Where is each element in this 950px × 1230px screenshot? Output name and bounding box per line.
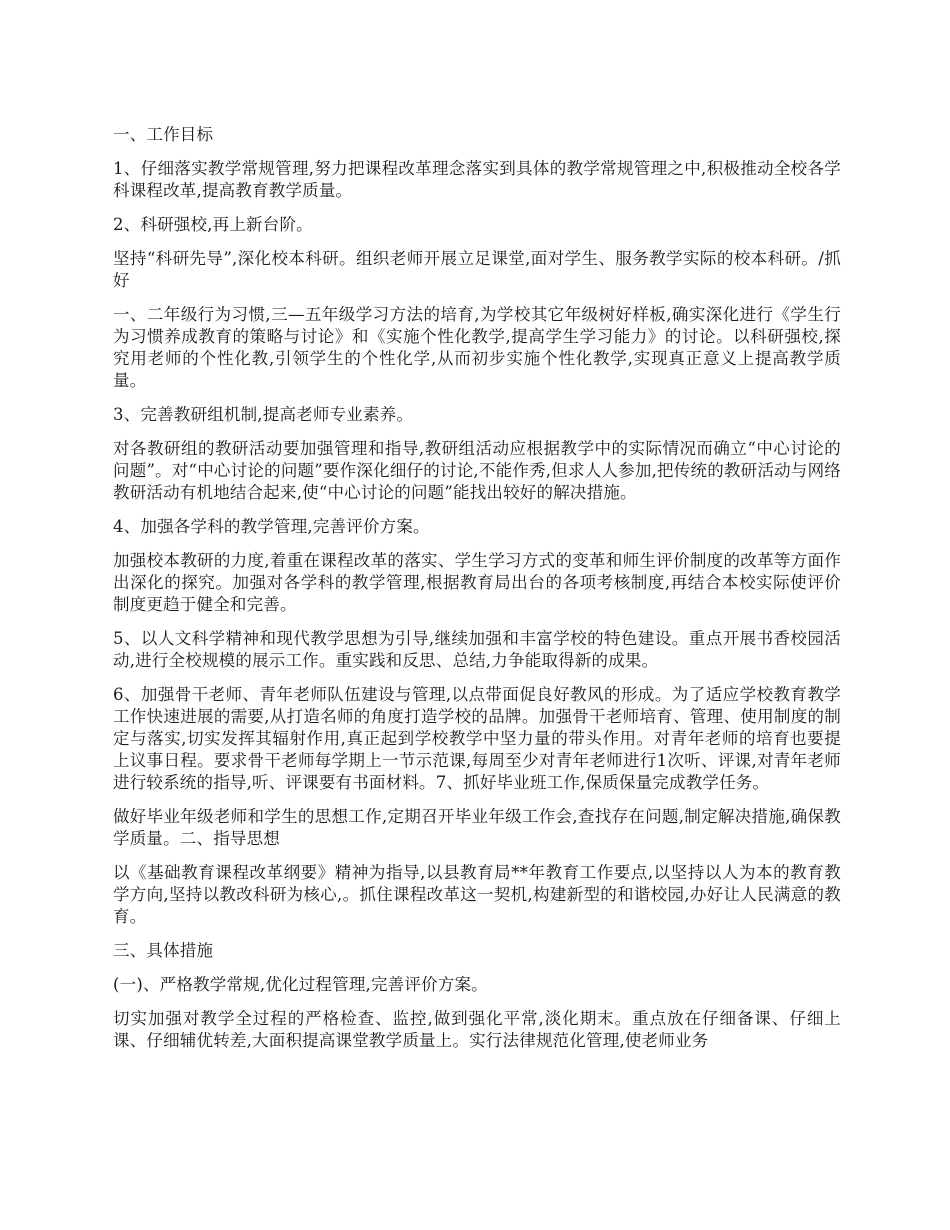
paragraph-habits: 一、二年级行为习惯,三—五年级学习方法的培育,为学校其它年级树好样板,确实深化进行《学生行为习惯养成教育的策略与讨论》和《实施个性化教学,提高学生学习能力》的讨论。以科研强校,探究用老师的个性化教,引领学生的个性化学,从而初步实施个性化教学,实现真正意义上提高教学质量。 — [113, 305, 841, 390]
paragraph-inspection: 切实加强对教学全过程的严格检查、监控,做到强化平常,淡化期末。重点放在仔细备课、仔细上课、仔细辅优转差,大面积提高课堂教学质量上。实行法律规范化管理,使老师业务 — [113, 1009, 841, 1050]
paragraph-evaluation: 加强校本教研的力度,着重在课程改革的落实、学生学习方式的变革和师生评价制度的改革等方面作出深化的探究。加强对各学科的教学管理,根据教育局出台的各项考核制度,再结合本校实际使评价制度更趋于健全和完善。 — [113, 551, 841, 614]
heading-measure-1: (一)、严格教学常规,优化过程管理,完善评价方案。 — [113, 975, 488, 994]
document-body — [113, 124, 841, 1064]
paragraph-goal-3: 3、完善教研组机制,提高老师专业素养。 — [113, 405, 414, 424]
paragraph-teaching-groups: 对各教研组的教研活动要加强管理和指导,教研组活动应根据教学中的实际情况而确立“中心讨论的问题”。对“中心讨论的问题”要作深化细仔的讨论,不能作秀,但求人人参加,把传统的教研活动与网络教研活动有机地结合起来,使“中心讨论的问题”能找出较好的解决措施。 — [113, 439, 841, 502]
paragraph-graduation: 做好毕业年级老师和学生的思想工作,定期召开毕业年级工作会,查找存在问题,制定解决措施,确保教学质量。二、指导思想 — [113, 807, 841, 848]
paragraph-goal-4: 4、加强各学科的教学管理,完善评价方案。 — [113, 517, 430, 536]
paragraph-goal-6: 6、加强骨干老师、青年老师队伍建设与管理,以点带面促良好教风的形成。为了适应学校教育教学工作快速进展的需要,从打造名师的角度打造学校的品牌。加强骨干老师培育、管理、使用制度的制定与落实,切实发挥其辐射作用,真正起到学校教学中坚力量的带头作用。对青年老师的培育也要提上议事日程。要求骨干老师每学期上一节示范课,每周至少对青年老师进行1次听、评课,对青年老师进行较系统的指导,听、评课要有书面材料。7、抓好毕业班工作,保质保量完成教学任务。 — [113, 685, 841, 792]
paragraph-goal-5: 5、以人文科学精神和现代教学思想为引导,继续加强和丰富学校的特色建设。重点开展书香校园活动,进行全校规模的展示工作。重实践和反思、总结,力争能取得新的成果。 — [113, 629, 841, 670]
paragraph-research: 坚持“科研先导”,深化校本科研。组织老师开展立足课堂,面对学生、服务教学实际的校本科研。/抓好 — [113, 249, 841, 290]
paragraph-guiding-ideas: 以《基础教育课程改革纲要》精神为指导,以县教育局**年教育工作要点,以坚持以人为本的教育教学方向,坚持以教改科研为核心,。抓住课程改革这一契机,构建新型的和谐校园,办好让人民满意的教育。 — [113, 863, 841, 926]
paragraph-goal-2: 2、科研强校,再上新台阶。 — [113, 215, 313, 234]
heading-measures: 三、具体措施 — [113, 941, 214, 960]
heading-work-goals: 一、工作目标 — [113, 125, 214, 144]
paragraph-goal-1: 1、仔细落实教学常规管理,努力把课程改革理念落实到具体的教学常规管理之中,积极推动全校各学科课程改革,提高教育教学质量。 — [113, 159, 841, 200]
